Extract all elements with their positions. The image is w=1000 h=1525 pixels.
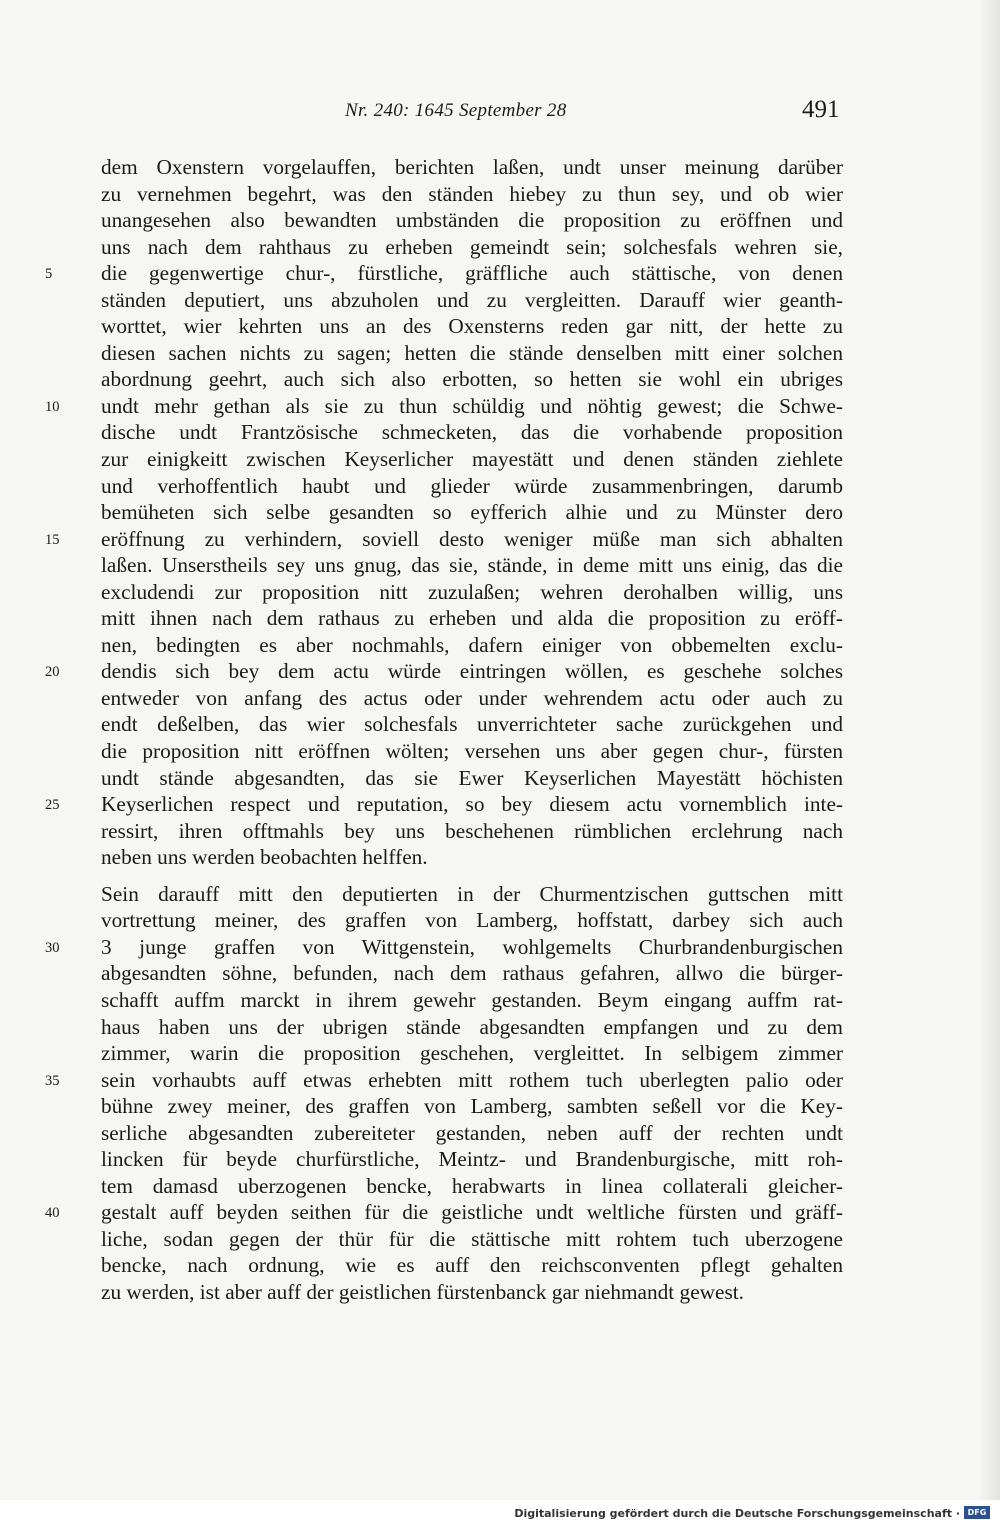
line-text: uns nach dem rahthaus zu erheben gemeindt sein; solchesfals wehren sie, <box>101 234 843 259</box>
line-text: undt stände abgesandten, das sie Ewer Keyserlichen Mayestätt höchisten <box>101 765 843 790</box>
page-number: 491 <box>802 96 840 123</box>
text-line <box>101 1226 843 1253</box>
text-line <box>45 393 843 420</box>
line-number: 15 <box>45 531 60 548</box>
text-line <box>45 1067 843 1094</box>
line-text: dendis sich bey dem actu würde eintringen wöllen, es geschehe solches <box>101 659 843 684</box>
line-text: nen, bedingten es aber nochmahls, dafern einiger von obbemelten exclu- <box>101 632 843 657</box>
text-line <box>101 473 843 500</box>
text-line <box>101 446 843 473</box>
line-text: laßen. Unserstheils sey uns gnug, das sie, stände, in deme mitt uns einig, das die <box>101 553 843 578</box>
text-line <box>101 1040 843 1067</box>
line-text: zu vernehmen begehrt, was den ständen hiebey zu thun sey, und ob wier <box>101 181 843 206</box>
line-text: lincken für beyde churfürstliche, Meintz- und Brandenburgische, mitt roh- <box>101 1147 843 1172</box>
line-number: 40 <box>45 1205 60 1222</box>
dfg-logo-icon: DFG <box>964 1506 990 1519</box>
line-text: Sein darauff mitt den deputierten in der Churmentzischen guttschen mitt <box>101 881 843 906</box>
line-text: zimmer, warin die proposition geschehen, vergleittet. In selbigem zimmer <box>101 1041 843 1066</box>
text-line <box>101 1014 843 1041</box>
line-text: zu werden, ist aber auff der geistlichen fürstenbanck gar niehmandt gewest. <box>101 1279 745 1304</box>
text-line <box>101 181 843 208</box>
line-text: undt mehr gethan als sie zu thun schüldig und nöhtig gewest; die Schwe- <box>101 393 843 418</box>
text-line <box>101 419 843 446</box>
text-line <box>101 1252 843 1279</box>
line-number: 5 <box>45 266 53 283</box>
line-number: 20 <box>45 664 60 681</box>
text-line <box>101 960 843 987</box>
line-text: schafft auffm marckt in ihrem gewehr gestanden. Beym eingang auffm rat- <box>101 987 843 1012</box>
text-line <box>101 711 843 738</box>
line-number: 25 <box>45 797 60 814</box>
text-line <box>101 499 843 526</box>
footer-bar <box>0 1500 1000 1525</box>
line-text: 3 junge graffen von Wittgenstein, wohlgemelts Churbrandenburgischen <box>101 934 843 959</box>
line-text: abordnung geehrt, auch sich also erbotten, so hetten sie wohl ein ubriges <box>101 367 843 392</box>
line-text: bühne zwey meiner, des graffen von Lamberg, sambten seßell vor die Key- <box>101 1094 843 1119</box>
text-line <box>101 907 843 934</box>
text-line <box>101 552 843 579</box>
line-text: serliche abgesandten zubereiteter gestanden, neben auff der rechten undt <box>101 1120 843 1145</box>
line-number: 30 <box>45 939 60 956</box>
line-text: eröffnung zu verhindern, soviell desto weniger müße man sich abhalten <box>101 526 843 551</box>
line-text: unangesehen also bewandten umbständen die proposition zu eröffnen und <box>101 208 843 233</box>
text-line <box>101 1146 843 1173</box>
text-line <box>101 1093 843 1120</box>
text-line <box>45 526 843 553</box>
line-text: sein vorhaubts auff etwas erhebten mitt rothem tuch uberlegten palio oder <box>101 1067 843 1092</box>
paragraph-gap <box>101 871 843 881</box>
text-line <box>101 1279 843 1306</box>
line-text: endt deßelben, das wier solchesfals unverrichteter sache zurückgehen und <box>101 712 843 737</box>
line-number: 35 <box>45 1072 60 1089</box>
line-text: tem damasd uberzogenen bencke, herabwarts in linea collaterali gleicher- <box>101 1173 843 1198</box>
line-text: gestalt auff beyden seithen für die geistliche undt weltliche fürsten und gräff- <box>101 1200 843 1225</box>
text-line <box>101 738 843 765</box>
line-text: diesen sachen nichts zu sagen; hetten die stände denselben mitt einer solchen <box>101 340 843 365</box>
text-line <box>101 632 843 659</box>
text-line <box>45 791 843 818</box>
paragraph <box>45 154 843 871</box>
line-text: ressirt, ihren offtmahls bey uns beschehenen rümblichen erclehrung nach <box>101 818 843 843</box>
running-head <box>0 96 1000 128</box>
line-text: die proposition nitt eröffnen wölten; versehen uns aber gegen chur-, fürsten <box>101 739 843 764</box>
line-text: Keyserlichen respect und reputation, so bey diesem actu vornemblich inte- <box>101 792 843 817</box>
text-line <box>101 234 843 261</box>
line-text: ständen deputiert, uns abzuholen und zu vergleitten. Darauff wier geanth- <box>101 287 843 312</box>
body-text <box>45 154 843 1306</box>
paragraph <box>45 881 843 1306</box>
funding-credit: Digitalisierung gefördert durch die Deutsche Forschungsgemeinschaft · <box>514 1507 960 1520</box>
text-line <box>101 579 843 606</box>
text-line <box>101 765 843 792</box>
text-line <box>101 1173 843 1200</box>
text-line <box>101 207 843 234</box>
line-number: 10 <box>45 398 60 415</box>
page-edge-shadow <box>978 0 1000 1500</box>
line-text: worttet, wier kehrten uns an des Oxensterns reden gar nitt, der hette zu <box>101 314 843 339</box>
line-text: excludendi zur proposition nitt zuzulaßen; wehren derohalben willig, uns <box>101 579 843 604</box>
line-text: dem Oxenstern vorgelauffen, berichten laßen, undt unser meinung darüber <box>101 155 843 179</box>
text-line <box>45 260 843 287</box>
text-line <box>101 818 843 845</box>
text-line <box>101 313 843 340</box>
line-text: haus haben uns der ubrigen stände abgesandten empfangen und zu dem <box>101 1014 843 1039</box>
text-line <box>101 1120 843 1147</box>
line-text: und verhoffentlich haubt und glieder würde zusammenbringen, darumb <box>101 473 843 498</box>
text-line <box>45 934 843 961</box>
text-line <box>101 287 843 314</box>
text-line <box>101 881 843 908</box>
text-line <box>101 340 843 367</box>
line-text: mitt ihnen nach dem rathaus zu erheben und alda die proposition zu eröff- <box>101 606 843 631</box>
line-text: bemüheten sich selbe gesandten so eyfferich alhie und zu Münster dero <box>101 500 843 525</box>
line-text: abgesandten söhne, befunden, nach dem rathaus gefahren, allwo die bürger- <box>101 961 843 986</box>
line-text: liche, sodan gegen der thür für die stättische mitt rohtem tuch uberzogene <box>101 1226 843 1251</box>
line-text: neben uns werden beobachten helffen. <box>101 845 428 870</box>
text-line <box>101 366 843 393</box>
line-text: bencke, nach ordnung, wie es auff den reichsconventen pflegt gehalten <box>101 1253 843 1278</box>
text-line <box>101 154 843 181</box>
text-line <box>101 685 843 712</box>
running-title: Nr. 240: 1645 September 28 <box>345 100 567 121</box>
text-line <box>101 987 843 1014</box>
line-text: zur einigkeitt zwischen Keyserlicher mayestätt und denen ständen ziehlete <box>101 447 843 472</box>
line-text: die gegenwertige chur-, fürstliche, gräffliche auch stättische, von denen <box>101 261 843 286</box>
text-line <box>45 658 843 685</box>
text-line <box>45 1199 843 1226</box>
text-line <box>101 605 843 632</box>
line-text: vortrettung meiner, des graffen von Lamberg, hoffstatt, darbey sich auch <box>101 908 843 933</box>
text-line <box>101 844 843 871</box>
line-text: entweder von anfang des actus oder under wehrendem actu oder auch zu <box>101 685 843 710</box>
line-text: dische undt Frantzösische schmecketen, das die vorhabende proposition <box>101 420 843 445</box>
